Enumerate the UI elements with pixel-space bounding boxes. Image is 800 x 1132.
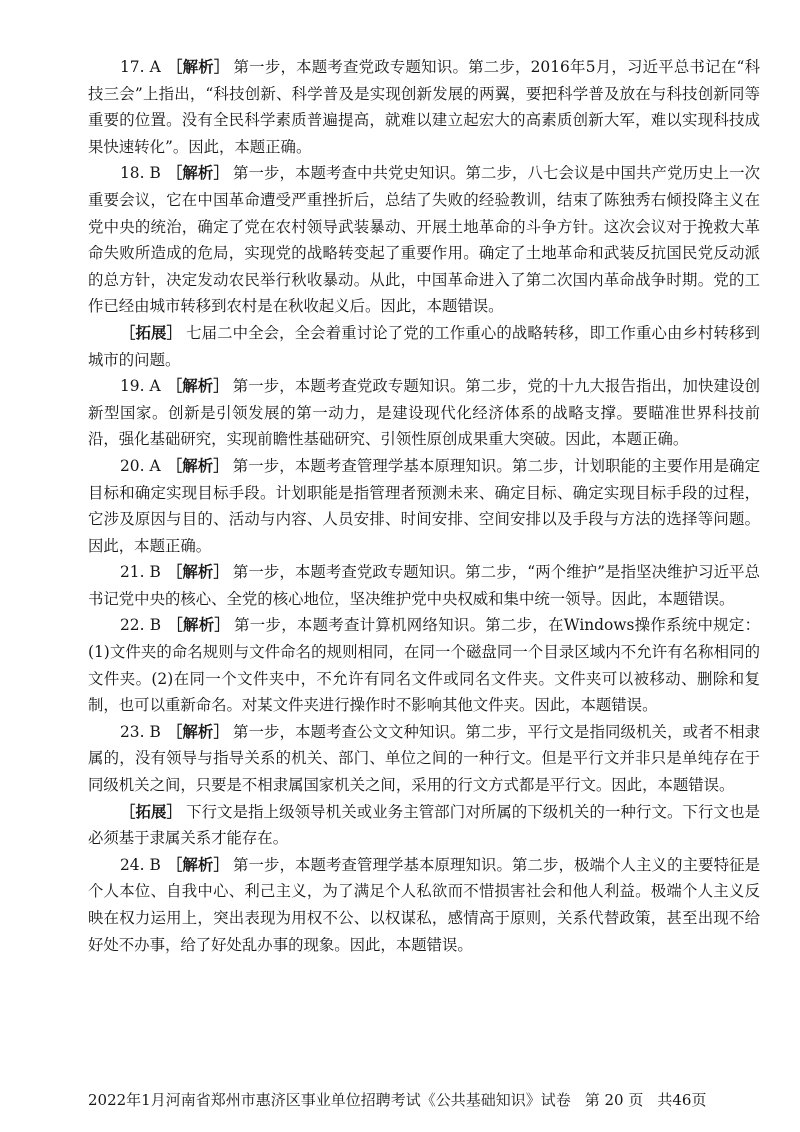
extension-text: 七届二中全会，全会着重讨论了党的工作重心的战略转移，即工作重心由乡村转移到城市的问题。 [88,323,760,369]
question-number: 22. [120,616,145,635]
explanation-text: 第一步，本题考查党政专题知识。第二步，2016年5月，习近平总书记在“科技三会”上指出，“科技创新、科学普及是实现创新发展的两翼，要把科学普及放在与科技创新同等重要的位置。没有全民科学素质普遍提高，就难以建立起宏大的高素质创新大军，难以实现科技成果快速转化”。因此，本题正确。 [88,58,760,156]
answer-letter: B [149,563,161,582]
answer-letter: B [149,164,161,183]
question-number: 20. [120,456,145,475]
question-number: 17. [120,58,145,76]
explanation-text: 第一步，本题考查公文文种知识。第二步，平行文是指同级机关，或者不相隶属的，没有领导与指导关系的机关、部门、单位之间的一种行文。但是平行文并非只是单纯存在于同级机关之间，只要是不相隶属国家机关之间，采用的行文方式都是平行文。因此，本题错误。 [88,722,760,795]
total-pages: 共46页 [657,1091,707,1109]
extension-tag: ［拓展］ [120,802,183,821]
extension-tag: ［拓展］ [120,323,183,342]
question-number: 18. [120,164,145,183]
explanation-paragraph [88,559,760,612]
page-footer [88,1087,760,1113]
answer-letter: A [149,377,161,396]
analysis-tag: ［解析］ [166,722,229,741]
analysis-tag: ［解析］ [166,855,229,874]
explanation-paragraph [88,852,760,958]
analysis-tag: ［解析］ [166,377,229,396]
explanation-paragraph [88,54,760,160]
answer-letter: B [149,855,161,874]
explanation-paragraph [88,373,760,453]
explanation-text: 第一步，本题考查党政专题知识。第二步，“两个维护”是指坚决维护习近平总书记党中央的核心、全党的核心地位，坚决维护党中央权威和集中统一领导。因此，本题错误。 [88,563,760,608]
explanation-text: 第一步，本题考查计算机网络知识。第二步，在Windows操作系统中规定：(1)文件夹的命名规则与文件命名的规则相同，在同一个磁盘同一个目录区域内不允许有名称相同的文件夹。(2)在同一个文件夹中，不允许有同名文件或同名文件夹。文件夹可以被移动、删除和复制，也可以重新命名。对某文件夹进行操作时不影响其他文件夹。因此，本题错误。 [88,616,760,715]
analysis-tag: ［解析］ [166,164,229,183]
explanation-text: 第一步，本题考查管理学基本原理知识。第二步，计划职能的主要作用是确定目标和确定实现目标手段。计划职能是指管理者预测未来、确定目标、确定实现目标手段的过程，它涉及原因与目的、活动与内容、人员安排、时间安排、空间安排以及手段与方法的选择等问题。因此，本题正确。 [88,456,760,555]
question-number: 21. [120,563,145,582]
page-number: 第 20 页 [584,1091,644,1109]
exam-title: 2022年1月河南省郑州市惠济区事业单位招聘考试《公共基础知识》试卷 [88,1091,571,1109]
analysis-tag: ［解析］ [166,456,229,475]
explanation-paragraph [88,719,760,799]
question-number: 24. [120,855,145,874]
extension-paragraph [88,320,760,373]
explanation-paragraph [88,612,760,718]
explanation-text: 第一步，本题考查管理学基本原理知识。第二步，极端个人主义的主要特征是个人本位、自我中心、利己主义，为了满足个人私欲而不惜损害社会和他人利益。极端个人主义反映在权力运用上，突出表现为用权不公、以权谋私，感情高于原则，关系代替政策，甚至出现不给好处不办事，给了好处乱办事的现象。因此，本题错误。 [88,855,760,954]
explanation-text: 第一步，本题考查中共党史知识。第二步，八七会议是中国共产党历史上一次重要会议，它在中国革命遭受严重挫折后，总结了失败的经验教训，结束了陈独秀右倾投降主义在党中央的统治，确定了党在农村领导武装暴动、开展土地革命的斗争方针。这次会议对于挽救大革命失败所造成的危局，实现党的战略转变起了重要作用。确定了土地革命和武装反抗国民党反动派的总方针，决定发动农民举行秋收暴动。从此，中国革命进入了第二次国内革命战争时期。党的工作已经由城市转移到农村是在秋收起义后。因此，本题错误。 [88,164,760,316]
analysis-tag: ［解析］ [167,616,231,635]
analysis-tag: ［解析］ [166,58,230,76]
explanation-paragraph [88,160,760,320]
extension-text: 下行文是指上级领导机关或业务主管部门对所属的下级机关的一种行文。下行文也是必须基于隶属关系才能存在。 [88,802,760,848]
explanation-paragraph [88,453,760,559]
explanation-text: 第一步，本题考查党政专题知识。第二步，党的十九大报告指出，加快建设创新型国家。创新是引领发展的第一动力，是建设现代化经济体系的战略支撑。要瞄准世界科技前沿，强化基础研究，实现前瞻性基础研究、引领性原创成果重大突破。因此，本题正确。 [88,377,760,449]
answer-letter: B [149,722,161,741]
answer-letter: B [149,616,161,635]
question-number: 19. [120,377,145,396]
analysis-tag: ［解析］ [166,563,229,582]
answer-explanations [88,54,760,958]
extension-paragraph [88,799,760,852]
answer-letter: A [149,456,161,475]
answer-letter: A [149,58,161,76]
question-number: 23. [120,722,145,741]
